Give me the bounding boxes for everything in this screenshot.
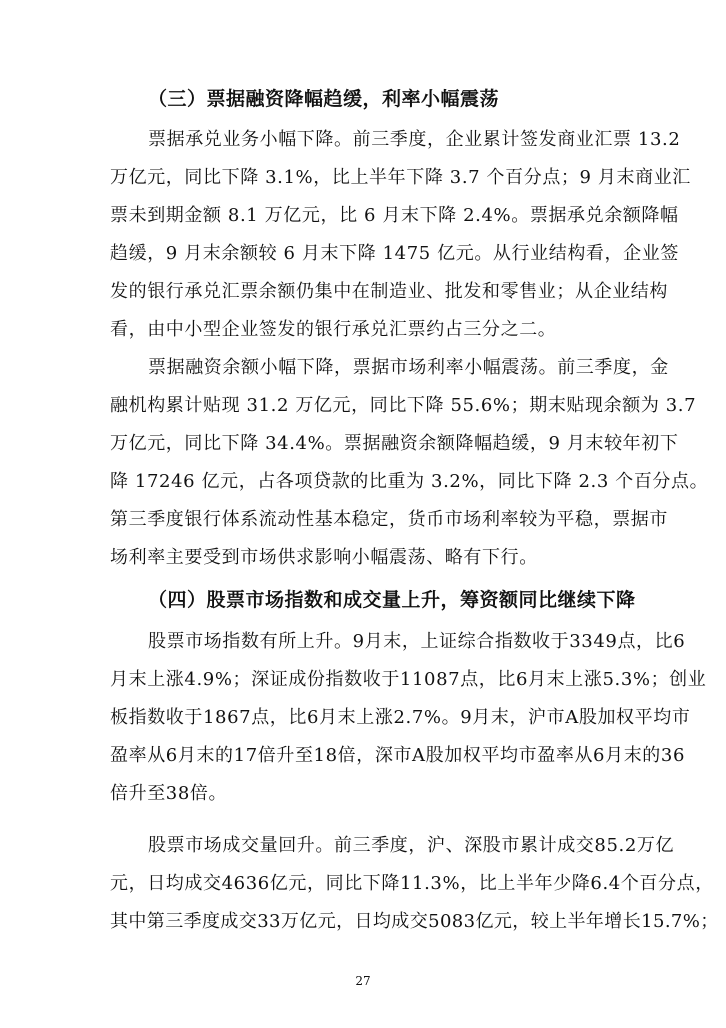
section-3-para-1-line-1: 票据承兑业务小幅下降。前三季度，企业累计签发商业汇票 13.2 — [148, 129, 681, 150]
section-3-para-2-line-1: 票据融资余额小幅下降，票据市场利率小幅震荡。前三季度，金 — [148, 357, 669, 378]
section-3-para-1-line-3: 票未到期金额 8.1 万亿元，比 6 月末下降 2.4%。票据承兑余额降幅 — [110, 205, 679, 226]
section-4-para-2-line-1: 股票市场成交量回升。前三季度，沪、深股市累计成交85.2万亿 — [148, 835, 675, 856]
section-4-para-2-line-3: 其中第三季度成交33万亿元，日均成交5083亿元，较上半年增长15.7%； — [110, 911, 719, 932]
section-3-para-1-line-4: 趋缓，9 月末余额较 6 月末下降 1475 亿元。从行业结构看，企业签 — [110, 243, 679, 264]
section-4-para-1-line-3: 板指数收于1867点，比6月末上涨2.7%。9月末，沪市A股加权平均市 — [110, 707, 691, 728]
section-3-heading: （三）票据融资降幅趋缓，利率小幅震荡 — [148, 88, 500, 110]
section-3-para-1-line-5: 发的银行承兑汇票余额仍集中在制造业、批发和零售业；从企业结构 — [110, 281, 668, 302]
section-3-para-1-line-6: 看，由中小型企业签发的银行承兑汇票约占三分之二。 — [110, 319, 557, 340]
section-3-para-2-line-4: 降 17246 亿元，占各项贷款的比重为 3.2%，同比下降 2.3 个百分点。 — [110, 471, 709, 492]
section-3-para-2-line-2: 融机构累计贴现 31.2 万亿元，同比下降 55.6%；期末贴现余额为 3.7 — [110, 395, 697, 416]
section-4-para-2-line-2: 元，日均成交4636亿元，同比下降11.3%，比上半年少降6.4个百分点， — [110, 873, 714, 894]
section-4-para-1-line-5: 倍升至38倍。 — [110, 783, 228, 804]
section-3-para-1-line-2: 万亿元，同比下降 3.1%，比上半年下降 3.7 个百分点；9 月末商业汇 — [110, 167, 691, 188]
page-number: 27 — [355, 974, 371, 988]
section-4-para-1-line-2: 月末上涨4.9%；深证成份指数收于11087点，比6月末上涨5.3%；创业 — [110, 669, 707, 690]
section-3-para-2-line-5: 第三季度银行体系流动性基本稳定，货币市场利率较为平稳，票据市 — [110, 509, 668, 530]
section-3-para-2-line-3: 万亿元，同比下降 34.4%。票据融资余额降幅趋缓，9 月末较年初下 — [110, 433, 679, 454]
section-4-heading: （四）股票市场指数和成交量上升，筹资额同比继续下降 — [148, 589, 636, 611]
section-4-para-1-line-1: 股票市场指数有所上升。9月末，上证综合指数收于3349点，比6 — [148, 631, 686, 652]
section-3-para-2-line-6: 场利率主要受到市场供求影响小幅震荡、略有下行。 — [110, 547, 538, 568]
section-4-para-1-line-4: 盈率从6月末的17倍升至18倍，深市A股加权平均市盈率从6月末的36 — [110, 745, 686, 766]
